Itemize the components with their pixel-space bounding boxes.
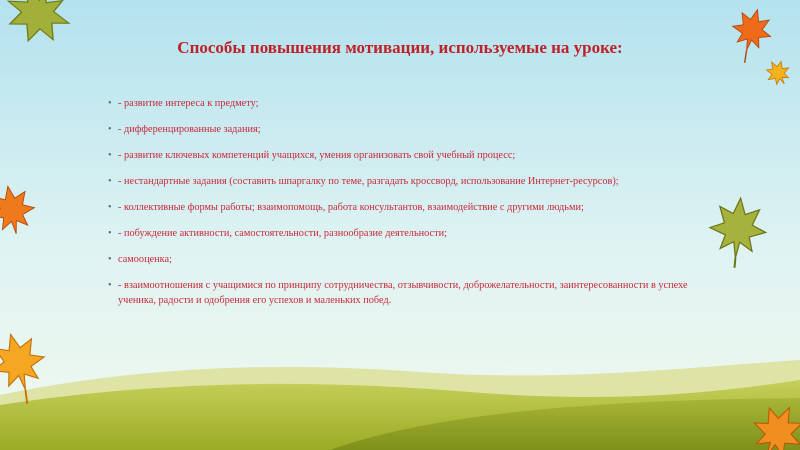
list-item: • - нестандартные задания (составить шпаргалку по теме, разгадать кроссворд, использование Интернет-ресурсов); [108,174,708,189]
list-item: • самооценка; [108,252,708,267]
list-item: • - побуждение активности, самостоятельности, разнообразие деятельности; [108,226,708,241]
list-item: • - развитие ключевых компетенций учащихся, умения организовать свой учебный процесс; [108,148,708,163]
list-item: • - взаимоотношения с учащимися по принципу сотрудничества, отзывчивости, доброжелательности, заинтересованности в успехе ученика, радости и одобрения его успехов и маленьких побед. [108,278,708,308]
motivation-methods-list [108,96,708,319]
list-item: • - дифференцированные задания; [108,122,708,137]
list-item: • - развитие интереса к предмету; [108,96,708,111]
list-item: • - коллективные формы работы; взаимопомощь, работа консультантов, взаимодействие с другими людьми; [108,200,708,215]
slide-title: Способы повышения мотивации, используемые на уроке: [177,38,623,57]
